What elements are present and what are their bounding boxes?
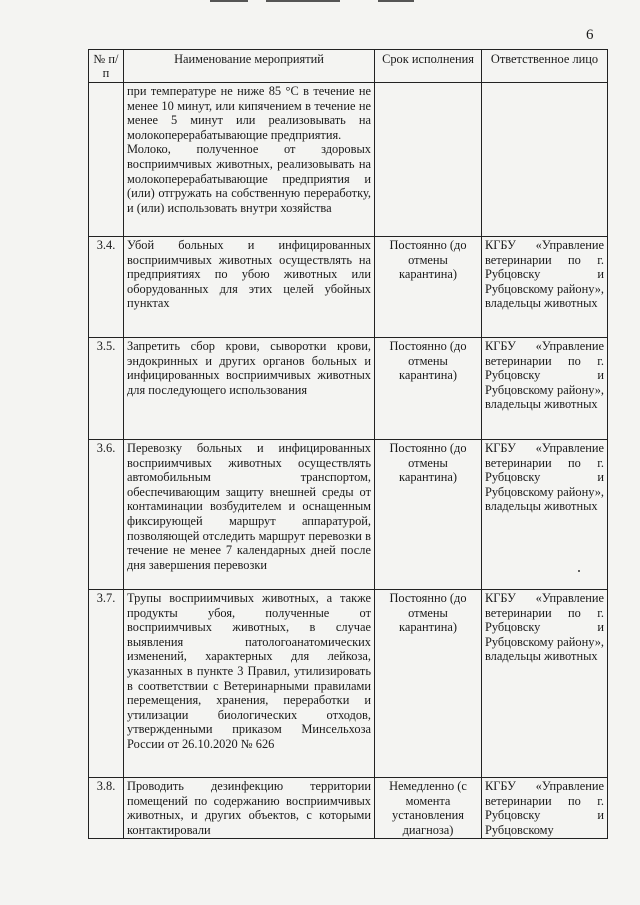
table-row	[89, 338, 608, 440]
header-name: Наименование мероприятий	[124, 50, 375, 83]
row-term: Постоянно (до отмены карантина)	[375, 590, 482, 778]
row-measure: Перевозку больных и инфицированных восприимчивых животных осуществлять автомобильным транспортом, обеспечивающим защиту внешней среды от контаминации возбудителем и оснащенным фиксирующей маршрут аппаратурой, позволяющей отследить маршрут перевозки в течение не менее 7 календарных дней после дня завершения перевозки	[124, 440, 375, 590]
table-row	[89, 590, 608, 778]
continuation-text-2: Молоко, полученное от здоровых восприимчивых животных, реализовывать на молокоперерабатывающие предприятия и (или) отгружать на собственную переработку, и (или) использовать внутри хозяйства	[127, 142, 371, 215]
row-number: 3.7.	[89, 590, 124, 778]
row-responsible: КГБУ «Управление ветеринарии по г. Рубцовску и Рубцовскому району», владельцы животных	[482, 237, 608, 338]
row-responsible: КГБУ «Управление ветеринарии по г. Рубцовску и Рубцовскому району», владельцы животных	[482, 440, 608, 590]
measures-table	[88, 49, 608, 839]
cell-continuation	[124, 83, 375, 237]
row-number: 3.6.	[89, 440, 124, 590]
header-term: Срок исполнения	[375, 50, 482, 83]
cell-num-empty	[89, 83, 124, 237]
table-header-row	[89, 50, 608, 83]
cell-term-empty	[375, 83, 482, 237]
scan-speck	[578, 570, 580, 572]
header-responsible: Ответственное лицо	[482, 50, 608, 83]
row-measure: Проводить дезинфекцию территории помещений по содержанию восприимчивых животных, и других объектов, с которыми контактировали	[124, 778, 375, 839]
row-number: 3.8.	[89, 778, 124, 839]
table-row-continuation	[89, 83, 608, 237]
row-measure: Убой больных и инфицированных восприимчивых животных осуществлять на предприятиях по убою животных или оборудованных для этих целей убойных пунктах	[124, 237, 375, 338]
table-row	[89, 237, 608, 338]
row-number: 3.5.	[89, 338, 124, 440]
row-responsible: КГБУ «Управление ветеринарии по г. Рубцовску и Рубцовскому району», владельцы животных	[482, 590, 608, 778]
row-measure: Трупы восприимчивых животных, а также продукты убоя, полученные от восприимчивых животных, в случае выявления патологоанатомических изменений, характерных для лейкоза, указанных в пункте 3 Правил, утилизировать в соответствии с Ветеринарными правилами перемещения, хранения, переработки и утилизации биологических отходов, утвержденными приказом Минсельхоза России от 26.10.2020 № 626	[124, 590, 375, 778]
header-num: № п/п	[89, 50, 124, 83]
continuation-text-1: при температуре не ниже 85 °С в течение не менее 10 минут, или кипячением в течение не менее 5 минут или реализовывать на молокоперерабатывающие предприятия.	[127, 84, 371, 142]
row-term: Постоянно (до отмены карантина)	[375, 338, 482, 440]
row-measure: Запретить сбор крови, сыворотки крови, эндокринных и других органов больных и инфицированных восприимчивых животных для последующего использования	[124, 338, 375, 440]
top-scan-marks	[200, 0, 440, 4]
cell-responsible-empty	[482, 83, 608, 237]
row-responsible: КГБУ «Управление ветеринарии по г. Рубцовску и Рубцовскому району», владельцы животных	[482, 338, 608, 440]
row-term: Постоянно (до отмены карантина)	[375, 440, 482, 590]
page-number: 6	[586, 27, 594, 43]
row-responsible: КГБУ «Управление ветеринарии по г. Рубцовску и Рубцовскому	[482, 778, 608, 839]
table-row	[89, 778, 608, 839]
row-term: Немедленно (с момента установления диагноза)	[375, 778, 482, 839]
row-term: Постоянно (до отмены карантина)	[375, 237, 482, 338]
row-number: 3.4.	[89, 237, 124, 338]
table-row	[89, 440, 608, 590]
